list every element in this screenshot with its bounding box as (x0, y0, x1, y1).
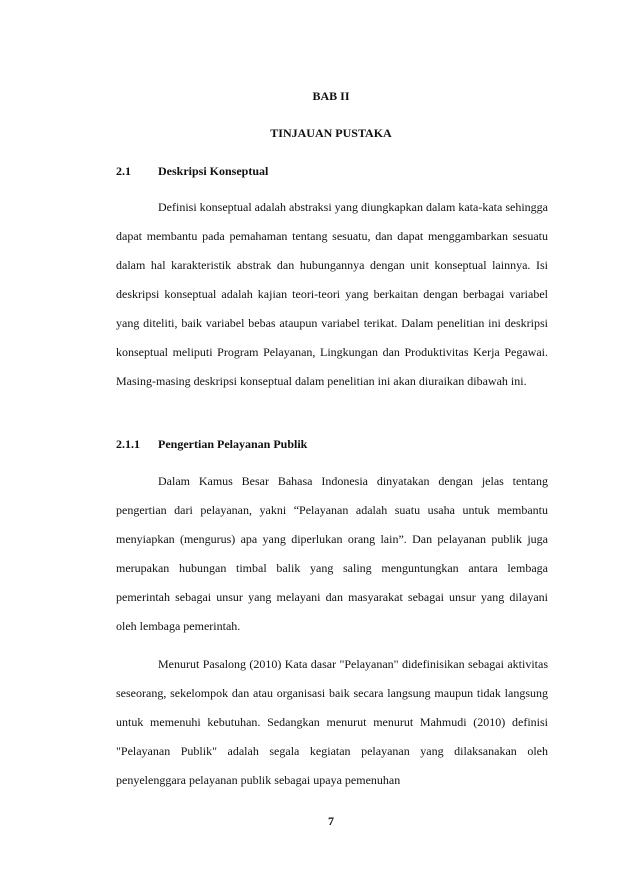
paragraph-definisi-konseptual: Definisi konseptual adalah abstraksi yang diungkapkan dalam kata-kata sehingga dapat membantu pada pemahaman tentang sesuatu, dan dapat menggambarkan sesuatu dalam hal karakteristik abstrak dan hubungannya dengan unit konseptual lainnya. Isi deskripsi konseptual adalah kajian teori-teori yang berkaitan dengan berbagai variabel yang diteliti, baik variabel bebas ataupun variabel terikat. Dalam penelitian ini deskripsi konseptual meliputi Program Pelayanan, Lingkungan dan Produktivitas Kerja Pegawai. Masing-masing deskripsi konseptual dalam penelitian ini akan diuraikan dibawah ini. (116, 200, 548, 388)
paragraph-pasalong: Menurut Pasalong (2010) Kata dasar "Pelayanan" didefinisikan sebagai aktivitas seseorang, sekelompok dan atau organisasi baik secara langsung maupun tidak langsung untuk memenuhi kebutuhan. Sedangkan menurut menurut Mahmudi (2010) definisi "Pelayanan Publik" adalah segala kegiatan pelayanan yang dilaksanakan oleh penyelenggara pelayanan publik sebagai upaya pemenuhan (116, 657, 548, 787)
paragraph-kamus-besar: Dalam Kamus Besar Bahasa Indonesia dinyatakan dengan jelas tentang pengertian dari pelayanan, yakni “Pelayanan adalah suatu usaha untuk membantu menyiapkan (mengurus) apa yang diperlukan orang lain”. Dan pelayanan publik juga merupakan hubungan timbal balik yang saling menguntungkan antara lembaga pemerintah sebagai unsur yang melayani dan masyarakat sebagai unsur yang dilayani oleh lembaga pemerintah. (116, 474, 548, 633)
chapter-heading: BAB II (312, 89, 350, 103)
subsection-title: Pengertian Pelayanan Publik (158, 437, 308, 451)
subsection-number: 2.1.1 (116, 437, 140, 451)
section-heading-2-1 (116, 164, 268, 179)
section-number: 2.1 (116, 164, 131, 178)
page-number: 7 (328, 814, 334, 828)
section-title: Deskripsi Konseptual (158, 164, 269, 178)
chapter-title: TINJAUAN PUSTAKA (270, 126, 392, 140)
section-heading-2-1-1 (116, 437, 307, 452)
